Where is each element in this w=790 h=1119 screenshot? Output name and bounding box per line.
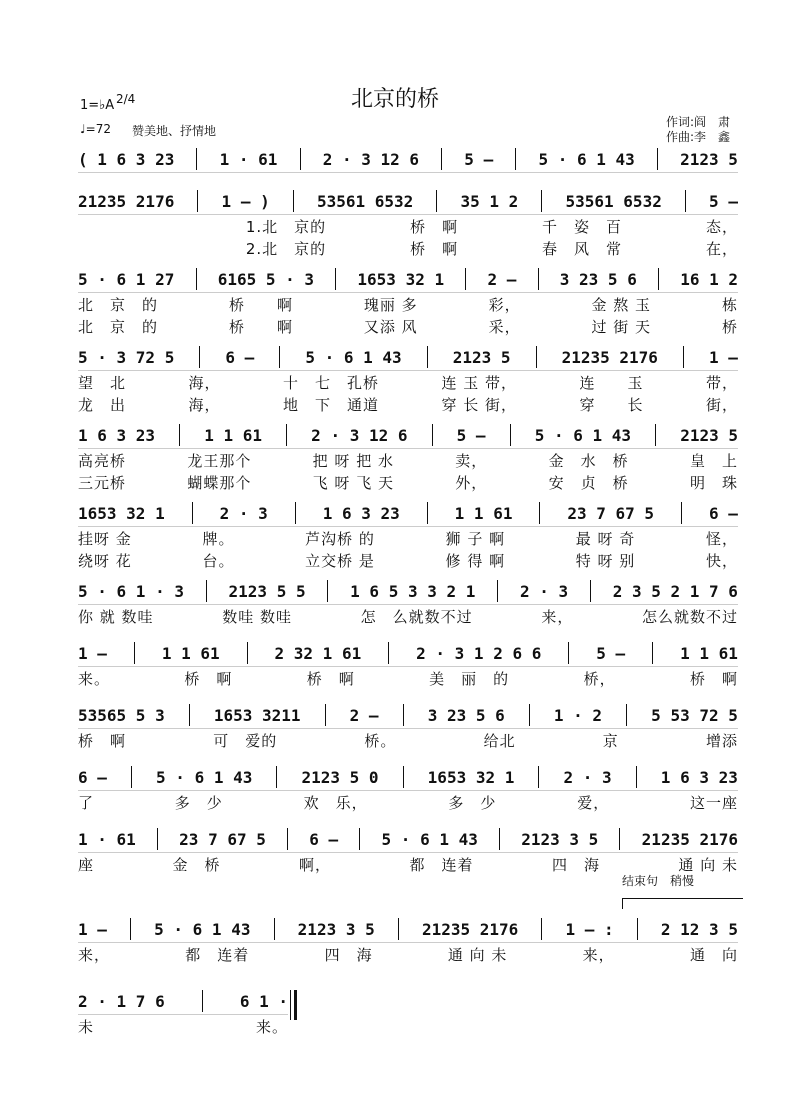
lyric-segment: 特 呀 别	[575, 552, 636, 570]
measure: 5 · 6 1 43	[154, 919, 251, 939]
music-line	[78, 990, 288, 1012]
measure: 6165 5 · 3	[217, 269, 315, 289]
measure: 23 7 67 5	[179, 829, 266, 849]
lyric-segment: 在，	[705, 240, 738, 258]
measure: 1 –	[709, 347, 738, 367]
lyric-line	[78, 944, 738, 962]
lyric-segment: 彩，	[488, 296, 521, 314]
lyric-segment: 桥 啊	[689, 670, 738, 688]
lyric-segment: 桥 啊	[184, 670, 233, 688]
lyric-segment: 啊，	[298, 856, 331, 874]
barline	[179, 424, 180, 446]
measure: 21235 2176	[641, 829, 738, 849]
lyric-line	[78, 216, 738, 234]
lyric-segment: 桥 啊	[306, 670, 355, 688]
lyricist-credit: 作词:阎 肃	[665, 115, 730, 129]
barline	[441, 148, 442, 170]
barline	[538, 268, 539, 290]
barline	[652, 642, 653, 664]
expression-marking: 赞美地、抒情地	[132, 124, 217, 138]
lyric-segment: 海，	[188, 396, 221, 414]
key-signature: 1=♭A	[80, 98, 115, 113]
measure: 2123 5	[452, 347, 511, 367]
measure: 2 · 3	[219, 503, 268, 523]
lyric-segment: 桥 啊	[410, 218, 459, 236]
barline	[196, 148, 197, 170]
barline	[300, 148, 301, 170]
measure: 21235 2176	[78, 191, 175, 211]
lyric-segment: 修 得 啊	[445, 552, 506, 570]
lyric-segment: 通 向 未	[447, 946, 508, 964]
lyric-segment: 多 少	[174, 794, 223, 812]
lyric-segment: 北 京 的	[78, 318, 159, 336]
lyric-segment: 台。	[202, 552, 235, 570]
lyric-segment: 带，	[705, 374, 738, 392]
lyric-line	[78, 372, 738, 390]
final-barline-thick	[294, 990, 297, 1020]
barline	[499, 828, 500, 850]
measure: 5 · 3 72 5	[78, 347, 175, 367]
lyric-segment: 皇 上	[689, 452, 738, 470]
measure: 1 6 3 23	[660, 767, 738, 787]
measure: 1 · 61	[219, 149, 278, 169]
measure: 23 7 67 5	[567, 503, 655, 523]
barline	[681, 502, 682, 524]
measure: 2 –	[349, 705, 379, 725]
barline	[658, 268, 659, 290]
song-title: 北京的桥	[350, 87, 439, 112]
barline	[510, 424, 511, 446]
final-barline-thin	[290, 990, 291, 1020]
lyric-line	[78, 528, 738, 546]
lyric-segment: 四 海	[551, 856, 600, 874]
measure: 1653 32 1	[78, 503, 165, 523]
lyric-segment: 立交桥 是	[305, 552, 375, 570]
lyric-segment: 怎么就数不过	[641, 608, 738, 626]
barline	[590, 580, 591, 602]
lyric-segment: 龙王那个	[187, 452, 252, 470]
barline	[398, 918, 399, 940]
lyric-segment: 桥 啊	[228, 296, 293, 314]
measure: 1 · 61	[78, 829, 136, 849]
lyric-segment: 金 熬 玉	[591, 296, 652, 314]
lyric-segment: 美 丽 的	[429, 670, 510, 688]
measure: 2123 3 5	[297, 919, 375, 939]
lyric-segment: 都 连着	[185, 946, 250, 964]
barline	[157, 828, 158, 850]
lyric-line	[78, 730, 738, 748]
measure: 5 · 6 1 43	[534, 425, 632, 445]
measure: 2 · 3	[563, 767, 612, 787]
music-line	[78, 704, 738, 726]
measure: 2 · 1 7 6	[78, 991, 165, 1011]
lyric-segment: 千 姿 百	[542, 218, 623, 236]
measure: 3 23 5 6	[427, 705, 505, 725]
measure: 2 · 3	[519, 581, 569, 601]
lyric-segment: 这一座	[689, 794, 738, 812]
barline	[685, 190, 686, 212]
measure: 6 –	[225, 347, 255, 367]
measure: 2123 5	[680, 425, 738, 445]
measure: 1 6 5 3 3 2 1	[350, 581, 476, 601]
lyric-line	[78, 668, 738, 686]
lyric-line	[78, 792, 738, 810]
music-line	[78, 346, 738, 368]
lyric-segment: 来。	[78, 670, 111, 688]
barline	[325, 704, 326, 726]
barline	[683, 346, 684, 368]
barline	[538, 766, 539, 788]
lyric-segment: 穿 长 街，	[441, 396, 517, 414]
music-line	[78, 642, 738, 664]
lyric-segment: 多 少	[448, 794, 497, 812]
lyric-segment: 十 七 孔桥	[282, 374, 379, 392]
measure: 6 –	[309, 829, 339, 849]
lyric-segment: 了	[78, 794, 95, 812]
barline	[293, 190, 294, 212]
tempo-marking: ♩=72	[80, 122, 111, 136]
lyric-segment: 春 风 常	[542, 240, 623, 258]
lyric-segment: 四 海	[324, 946, 373, 964]
volta-bracket	[622, 898, 743, 909]
lyric-segment: 绕呀 花	[78, 552, 132, 570]
barline	[539, 502, 540, 524]
barline	[529, 704, 530, 726]
measure: 3 23 5 6	[559, 269, 637, 289]
lyric-line	[78, 550, 738, 568]
lyric-line	[78, 472, 738, 490]
lyric-segment: 桥，	[583, 670, 616, 688]
lyric-segment: 穿 长	[579, 396, 644, 414]
lyric-segment: 外，	[455, 474, 488, 492]
lyric-segment: 未	[78, 1018, 95, 1036]
lyric-line	[78, 450, 738, 468]
lyric-segment: 又添 风	[363, 318, 418, 336]
barline	[432, 424, 433, 446]
measure: 5 53 72 5	[651, 705, 738, 725]
lyric-segment: 地 下 通道	[282, 396, 379, 414]
measure: 21235 2176	[561, 347, 658, 367]
barline	[202, 990, 203, 1012]
barline	[196, 268, 197, 290]
measure: 1 –	[78, 643, 107, 663]
measure: 5 –	[456, 425, 486, 445]
barline	[134, 642, 135, 664]
barline	[657, 148, 658, 170]
lyric-segment: 金 水 桥	[548, 452, 629, 470]
measure: 1 – )	[221, 191, 270, 211]
lyric-segment: 最 呀 奇	[575, 530, 636, 548]
lyric-segment: 2.北 京的	[245, 240, 327, 258]
lyric-segment: 望 北	[78, 374, 127, 392]
measure: 6 –	[78, 767, 107, 787]
music-line	[78, 268, 738, 290]
lyric-segment: 给北	[483, 732, 516, 750]
barline	[568, 642, 569, 664]
lyric-segment: 芦沟桥 的	[305, 530, 375, 548]
measure: 1 1 61	[161, 643, 220, 663]
barline	[327, 580, 328, 602]
measure: 5 · 6 1 43	[381, 829, 478, 849]
lyric-segment: 蝴蝶那个	[187, 474, 252, 492]
lyric-segment: 来，	[78, 946, 111, 964]
measure: 2123 5 0	[301, 767, 379, 787]
measure: 1653 32 1	[427, 767, 515, 787]
lyric-segment: 过 街 天	[591, 318, 652, 336]
barline	[497, 580, 498, 602]
lyric-segment: 京	[602, 732, 619, 750]
lyric-segment: 栋	[721, 296, 738, 314]
lyric-segment: 三元桥	[78, 474, 127, 492]
lyric-segment: 桥 啊	[228, 318, 293, 336]
barline	[655, 424, 656, 446]
lyric-segment: 数哇 数哇	[222, 608, 292, 626]
barline	[637, 918, 638, 940]
measure: 53565 5 3	[78, 705, 165, 725]
lyric-segment: 增添	[705, 732, 738, 750]
lyric-line	[78, 854, 738, 872]
lyric-segment: 明 珠	[689, 474, 738, 492]
measure: 2123 3 5	[521, 829, 599, 849]
music-line	[78, 424, 738, 446]
lyric-segment: 挂呀 金	[78, 530, 132, 548]
music-line	[78, 918, 738, 940]
lyric-segment: 北 京 的	[78, 296, 159, 314]
lyric-line	[78, 316, 738, 334]
measure: 53561 6532	[316, 191, 414, 211]
barline	[626, 704, 627, 726]
lyric-segment: 飞 呀 飞 天	[312, 474, 394, 492]
barline	[199, 346, 200, 368]
lyric-segment: 海，	[188, 374, 221, 392]
measure: 6 –	[708, 503, 738, 523]
lyric-segment: 卖，	[455, 452, 488, 470]
lyric-segment: 来，	[541, 608, 574, 626]
measure: 1 6 3 23	[78, 425, 156, 445]
barline	[247, 642, 248, 664]
barline	[192, 502, 193, 524]
lyric-segment: 龙 出	[78, 396, 127, 414]
measure: ( 1 6 3 23	[78, 149, 175, 169]
measure: 5 –	[709, 191, 738, 211]
music-line	[78, 828, 738, 850]
lyric-segment: 桥。	[364, 732, 397, 750]
barline	[541, 190, 542, 212]
lyric-line	[78, 294, 738, 312]
lyric-segment: 态，	[705, 218, 738, 236]
measure: 2123 5	[680, 149, 738, 169]
measure: 53561 6532	[565, 191, 662, 211]
lyric-segment: 快，	[705, 552, 738, 570]
measure: 5 –	[464, 149, 494, 169]
lyric-segment: 1.北 京的	[245, 218, 327, 236]
barline	[206, 580, 207, 602]
lyric-segment: 都 连着	[409, 856, 474, 874]
barline	[274, 918, 275, 940]
music-line	[78, 502, 738, 524]
lyric-segment: 桥 啊	[78, 732, 127, 750]
lyric-segment: 连 玉	[579, 374, 644, 392]
barline	[465, 268, 466, 290]
barline	[279, 346, 280, 368]
lyric-line	[78, 394, 738, 412]
lyric-line	[78, 1016, 288, 1034]
measure: 5 · 6 1 27	[78, 269, 175, 289]
barline	[619, 828, 620, 850]
lyric-segment: 座	[78, 856, 95, 874]
barline	[403, 766, 404, 788]
lyric-segment: 通 向 未	[678, 856, 738, 874]
measure: 2 –	[487, 269, 517, 289]
measure: 21235 2176	[421, 919, 519, 939]
barline	[636, 766, 637, 788]
barline	[359, 828, 360, 850]
measure: 1 – :	[565, 919, 614, 939]
barline	[276, 766, 277, 788]
lyric-segment: 把 呀 把 水	[312, 452, 394, 470]
lyric-segment: 牌。	[202, 530, 235, 548]
measure: 1 –	[78, 919, 107, 939]
barline	[197, 190, 198, 212]
lyric-line	[78, 238, 738, 256]
measure: 1 · 2	[553, 705, 603, 725]
barline	[427, 502, 428, 524]
measure: 2 32 1 61	[274, 643, 362, 663]
measure: 16 1 2	[680, 269, 738, 289]
lyric-segment: 安 贞 桥	[548, 474, 629, 492]
measure: 2 12 3 5	[660, 919, 738, 939]
measure: 2 · 3 12 6	[311, 425, 408, 445]
ending-annotation: 结束句 稍慢	[622, 874, 695, 888]
lyric-segment: 连 玉 带，	[441, 374, 517, 392]
measure: 1 1 61	[454, 503, 513, 523]
barline	[295, 502, 296, 524]
lyric-segment: 桥 啊	[410, 240, 459, 258]
barline	[541, 918, 542, 940]
lyric-segment: 来，	[582, 946, 615, 964]
lyric-segment: 高亮桥	[78, 452, 127, 470]
lyric-segment: 你 就 数哇	[78, 608, 154, 626]
lyric-segment: 通 向	[689, 946, 738, 964]
music-line	[78, 190, 738, 212]
measure: 2 · 3 12 6	[322, 149, 420, 169]
barline	[403, 704, 404, 726]
lyric-segment: 瑰丽 多	[363, 296, 418, 314]
lyric-segment: 狮 子 啊	[445, 530, 506, 548]
barline	[427, 346, 428, 368]
music-line	[78, 580, 738, 602]
barline	[388, 642, 389, 664]
barline	[536, 346, 537, 368]
lyric-line	[78, 606, 738, 624]
measure: 1 6 3 23	[322, 503, 400, 523]
lyric-segment: 怪，	[705, 530, 738, 548]
lyric-segment: 金 桥	[172, 856, 221, 874]
time-signature: 2/4	[116, 92, 136, 106]
lyric-segment: 怎 么就数不过	[360, 608, 473, 626]
measure: 1653 3211	[213, 705, 301, 725]
lyric-segment: 可 爱的	[213, 732, 278, 750]
barline	[335, 268, 336, 290]
lyric-segment: 桥	[721, 318, 738, 336]
measure: 5 · 6 1 43	[156, 767, 253, 787]
barline	[131, 766, 132, 788]
measure: 1 1 61	[680, 643, 738, 663]
barline	[286, 424, 287, 446]
barline	[189, 704, 190, 726]
music-line	[78, 148, 738, 170]
measure: 2123 5 5	[228, 581, 306, 601]
lyric-segment: 欢 乐，	[303, 794, 368, 812]
measure: 2 3 5 2 1 7 6	[612, 581, 738, 601]
lyric-segment: 街，	[705, 396, 738, 414]
measure: 5 · 6 1 43	[538, 149, 635, 169]
measure: 2 · 3 1 2 6 6	[416, 643, 542, 663]
measure: 5 –	[596, 643, 626, 663]
measure: 6 1 ·	[239, 991, 288, 1011]
composer-credit: 作曲:李 鑫	[665, 130, 730, 144]
barline	[287, 828, 288, 850]
measure: 5 · 6 1 · 3	[78, 581, 184, 601]
measure: 5 · 6 1 43	[305, 347, 402, 367]
barline	[436, 190, 437, 212]
barline	[515, 148, 516, 170]
measure: 1653 32 1	[357, 269, 445, 289]
barline	[130, 918, 131, 940]
measure: 35 1 2	[460, 191, 519, 211]
measure: 1 1 61	[204, 425, 263, 445]
lyric-segment: 采，	[488, 318, 521, 336]
music-line	[78, 766, 738, 788]
lyric-segment: 来。	[255, 1018, 288, 1036]
lyric-segment: 爱，	[577, 794, 610, 812]
